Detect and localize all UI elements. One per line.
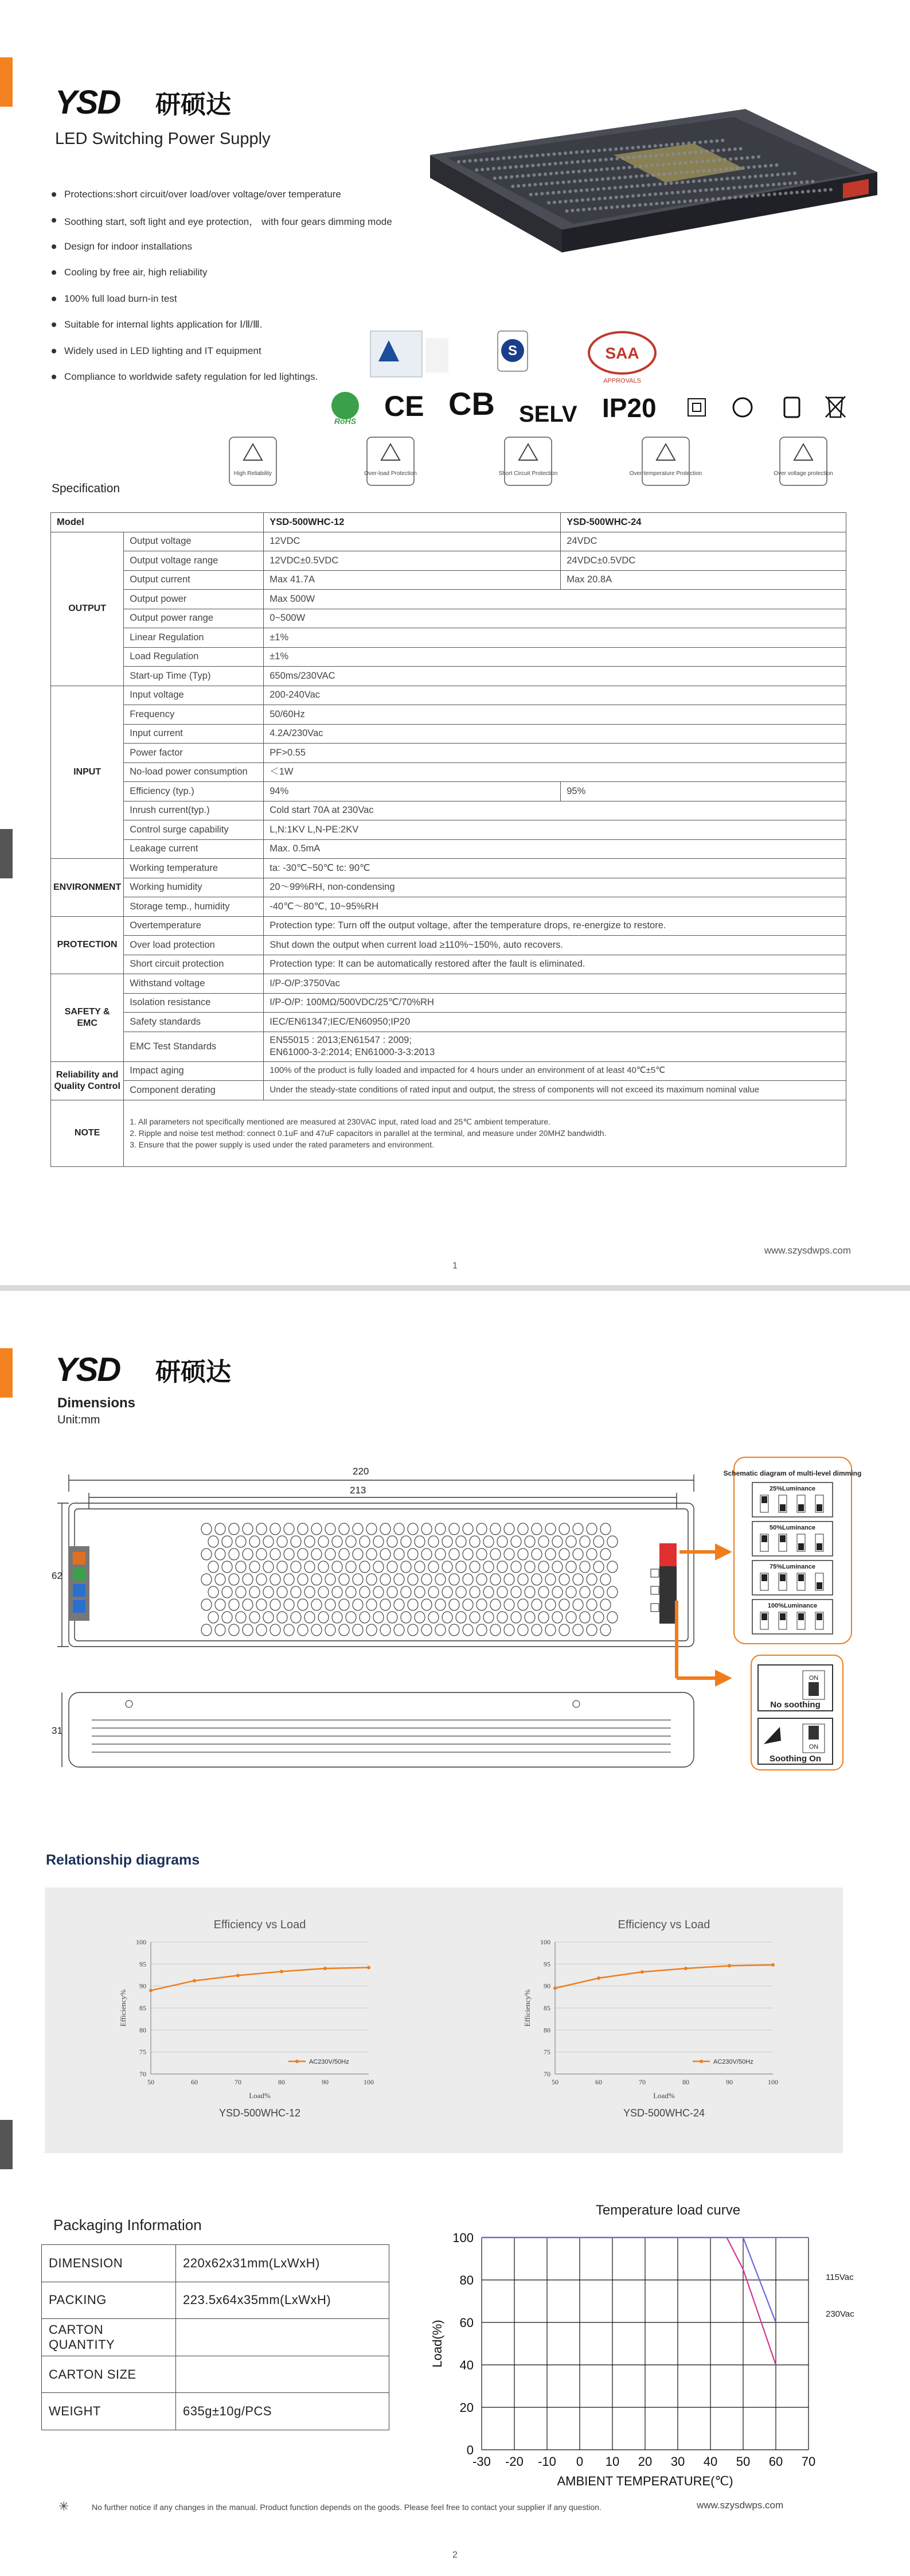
packaging-row: [42, 2356, 389, 2393]
legend-label: AC230V/50Hz: [309, 2059, 349, 2065]
model-24: YSD-500WHC-24: [561, 513, 846, 532]
spec-value: Under the steady-state conditions of rated input and output, the stress of components will not exceed its maximum nominal value: [264, 1081, 846, 1100]
spec-value-12: 12VDC: [264, 532, 561, 551]
spec-param-label: Overtemperature: [124, 916, 264, 936]
tuv-mark: [370, 331, 448, 377]
spec-value: Cold start 70A at 230Vac: [264, 801, 846, 820]
data-point: [597, 1976, 600, 1980]
data-point: [728, 1964, 731, 1967]
svg-text:31: 31: [52, 1725, 63, 1736]
packaging-title: Packaging Information: [53, 2216, 202, 2233]
packaging-value: 635g±10g/PCS: [176, 2393, 389, 2430]
note-line: 2. Ripple and noise test method: connect 0.1uF and 47uF capacitors in parallel at the terminal, and measure under 20MHZ bandwidth.: [130, 1128, 607, 1138]
y-tick-label: 90: [139, 1982, 146, 1990]
spec-param-label: Storage temp., humidity: [124, 897, 264, 917]
x-tick-label: 90: [726, 2078, 733, 2086]
packaging-key: WEIGHT: [42, 2393, 176, 2430]
data-point: [684, 1967, 688, 1970]
spec-value-24: 24VDC±0.5VDC: [561, 551, 846, 571]
page-number: 1: [452, 1261, 458, 1271]
x-tick-label: 30: [670, 2454, 685, 2469]
x-tick-label: 0: [576, 2454, 584, 2469]
spec-param-label: Working temperature: [124, 859, 264, 878]
note-line: 3. Ensure that the power supply is used under the rated parameters and environment.: [130, 1140, 434, 1150]
x-tick-label: 70: [639, 2078, 646, 2086]
spec-param-label: Start-up Time (Typ): [124, 667, 264, 686]
x-tick-label: 80: [278, 2078, 285, 2086]
spec-value: 650ms/230VAC: [264, 667, 846, 686]
spec-group-label: ENVIRONMENT: [51, 859, 124, 917]
spec-value: L,N:1KV L,N-PE:2KV: [264, 820, 846, 840]
y-tick-label: 80: [139, 2026, 146, 2034]
y-tick-label: 100: [540, 1938, 550, 1946]
packaging-value: [176, 2356, 389, 2393]
y-tick-label: 95: [544, 1960, 550, 1968]
page-separator: [0, 1285, 910, 1291]
orange-edge-tab: [0, 57, 13, 107]
protection-icon: [774, 437, 833, 485]
spec-param-label: EMC Test Standards: [124, 1032, 264, 1061]
brand-logo: [55, 85, 273, 120]
note-text: [124, 1100, 846, 1166]
y-tick-label: 0: [466, 2443, 474, 2457]
spec-value: EN55015 : 2013;EN61547 : 2009; EN61000-3-2:2014; EN61000-3-3:2013: [264, 1032, 846, 1061]
certification-marks: [321, 330, 889, 445]
legend-label: 115Vac: [826, 2273, 854, 2282]
packaging-row: [42, 2319, 389, 2356]
gray-edge-tab: [0, 829, 13, 878]
svg-text:SAA: SAA: [605, 344, 639, 362]
spec-value: ±1%: [264, 647, 846, 667]
x-tick-label: 100: [768, 2078, 778, 2086]
svg-text:Over voltage protection: Over voltage protection: [774, 470, 833, 477]
svg-text:62: 62: [52, 1570, 63, 1581]
footer-website: www.szysdwps.com: [697, 2500, 784, 2511]
data-point: [149, 1989, 153, 1992]
svg-text:Soothing On: Soothing On: [770, 1754, 821, 1764]
x-tick-label: 100: [364, 2078, 374, 2086]
page-number-2: 2: [452, 2550, 458, 2560]
packaging-value: [176, 2319, 389, 2356]
legend-label: AC230V/50Hz: [713, 2059, 753, 2065]
spec-param-label: Safety standards: [124, 1013, 264, 1032]
spec-param-label: Frequency: [124, 705, 264, 725]
feature-item: Cooling by free air, high reliability: [52, 260, 464, 286]
feature-item: Soothing start, soft light and eye protection， with four gears dimming mode: [52, 208, 464, 234]
relationship-panel: [45, 1888, 843, 2153]
x-tick-label: -10: [538, 2454, 556, 2469]
spec-value-24: Max 20.8A: [561, 570, 846, 590]
y-axis-label: Efficiency%: [119, 1989, 127, 2027]
svg-text:75%Luminance: 75%Luminance: [769, 1563, 816, 1570]
x-tick-label: 50: [147, 2078, 154, 2086]
spec-value-12: Max 41.7A: [264, 570, 561, 590]
y-tick-label: 85: [544, 2004, 550, 2012]
spec-param-label: Output voltage range: [124, 551, 264, 571]
spec-title: Specification: [52, 482, 120, 495]
series-line: [151, 1967, 369, 1990]
x-tick-label: 90: [322, 2078, 329, 2086]
y-tick-label: 40: [459, 2358, 474, 2372]
y-tick-label: 80: [459, 2273, 474, 2287]
packaging-row: [42, 2393, 389, 2430]
svg-text:CE: CE: [384, 390, 424, 422]
spec-param-label: Efficiency (typ.): [124, 782, 264, 801]
y-tick-label: 75: [139, 2048, 146, 2056]
svg-text:No soothing: No soothing: [770, 1700, 821, 1710]
spec-table: [50, 512, 846, 1167]
spec-param-label: Isolation resistance: [124, 993, 264, 1013]
spec-value-24: 95%: [561, 782, 846, 801]
spec-value: ＜1W: [264, 762, 846, 782]
spec-param-label: Linear Regulation: [124, 628, 264, 648]
feature-item: Suitable for internal lights application for Ⅰ/Ⅱ/Ⅲ.: [52, 312, 464, 338]
efficiency-chart-24: [503, 1908, 825, 2126]
dimming-level: [752, 1561, 833, 1595]
svg-text:213: 213: [350, 1485, 366, 1496]
spec-value: 50/60Hz: [264, 705, 846, 725]
svg-text:Over-temperature Protection: Over-temperature Protection: [629, 470, 702, 477]
svg-text:Schematic diagram of multi-lev: [724, 1469, 862, 1477]
svg-text:Over-load Protection: Over-load Protection: [364, 470, 417, 477]
product-image: [424, 109, 883, 327]
y-tick-label: 85: [139, 2004, 146, 2012]
spec-value-24: 24VDC: [561, 532, 846, 551]
svg-text:IP20: IP20: [602, 393, 657, 423]
spec-param-label: Input voltage: [124, 686, 264, 705]
y-tick-label: 70: [544, 2070, 550, 2078]
svg-text:CB: CB: [448, 386, 495, 422]
svg-text:S: S: [507, 343, 518, 359]
svg-text:研硕达: 研硕达: [155, 90, 231, 119]
x-tick-label: 50: [552, 2078, 559, 2086]
spec-param-label: Over load protection: [124, 936, 264, 955]
y-tick-label: 60: [459, 2316, 474, 2330]
spec-group-label: OUTPUT: [51, 532, 124, 686]
y-tick-label: 70: [139, 2070, 146, 2078]
spec-group-label: PROTECTION: [51, 916, 124, 974]
x-tick-label: -30: [472, 2454, 491, 2469]
x-tick-label: 10: [605, 2454, 620, 2469]
y-tick-label: 20: [459, 2400, 474, 2415]
website-url: www.szysdwps.com: [764, 1245, 851, 1256]
dimensions-title: Dimensions: [57, 1395, 136, 1411]
packaging-key: DIMENSION: [42, 2245, 176, 2282]
spec-param-label: Working humidity: [124, 878, 264, 897]
spec-value-12: 94%: [264, 782, 561, 801]
dimming-level: [752, 1600, 833, 1634]
x-tick-label: 20: [638, 2454, 653, 2469]
data-point: [323, 1967, 327, 1970]
dimensions-unit: Unit:mm: [57, 1414, 100, 1426]
spec-value: Protection type: It can be automatically restored after the fault is eliminated.: [264, 955, 846, 974]
svg-text:APPROVALS: APPROVALS: [603, 378, 641, 384]
spec-value: IEC/EN61347;IEC/EN60950;IP20: [264, 1013, 846, 1032]
spec-param-label: Short circuit protection: [124, 955, 264, 974]
asterisk-icon: ✳: [58, 2499, 69, 2513]
spec-group-label: INPUT: [51, 686, 124, 859]
brand-logo: [55, 1352, 273, 1388]
svg-text:ON: ON: [809, 1744, 819, 1750]
spec-value: 0~500W: [264, 609, 846, 628]
spec-param-label: Component derating: [124, 1081, 264, 1100]
series-line: [482, 2238, 776, 2365]
data-point: [640, 1970, 644, 1974]
y-tick-label: 100: [452, 2231, 474, 2245]
spec-param-label: Impact aging: [124, 1061, 264, 1081]
spec-value: -40℃～80℃, 10~95%RH: [264, 897, 846, 917]
model-12: YSD-500WHC-12: [264, 513, 561, 532]
spec-value: 200-240Vac: [264, 686, 846, 705]
spec-param-label: Load Regulation: [124, 647, 264, 667]
dimming-title: Schematic diagram of multi-level dimming: [723, 1469, 862, 1477]
relationship-title: Relationship diagrams: [46, 1852, 200, 1868]
x-tick-label: 80: [682, 2078, 689, 2086]
series-line: [555, 1965, 773, 1989]
feature-item: 100% full load burn-in test: [52, 286, 464, 312]
y-tick-label: 90: [544, 1982, 550, 1990]
spec-value: I/P-O/P:3750Vac: [264, 974, 846, 994]
svg-text:SELV: SELV: [519, 402, 577, 427]
spec-param-label: Output voltage: [124, 532, 264, 551]
data-point: [193, 1979, 196, 1982]
y-tick-label: 75: [544, 2048, 550, 2056]
svg-text:YSD: YSD: [55, 1351, 120, 1388]
protection-icon: [364, 437, 417, 485]
packaging-key: CARTON QUANTITY: [42, 2319, 176, 2356]
dimension-drawing: [52, 1457, 862, 1790]
rohs-mark: [331, 392, 359, 426]
model-label: Model: [51, 513, 264, 532]
x-tick-label: 70: [801, 2454, 816, 2469]
spec-value: PF>0.55: [264, 744, 846, 763]
spec-param-label: Output power: [124, 590, 264, 609]
footer-notice: No further notice if any changes in the manual. Product function depends on the goods. Please feel free to contact your supplier if any question.: [92, 2503, 602, 2512]
svg-text:Short Circuit Protection: Short Circuit Protection: [498, 470, 558, 477]
x-axis-label: Load%: [653, 2091, 675, 2100]
spec-value: Max. 0.5mA: [264, 839, 846, 859]
s-mark: [498, 331, 528, 371]
packaging-row: [42, 2245, 389, 2282]
y-tick-label: 95: [139, 1960, 146, 1968]
spec-value: I/P-O/P: 100MΩ/500VDC/25℃/70%RH: [264, 993, 846, 1013]
temperature-load-chart: [419, 2197, 900, 2501]
spec-param-label: Output current: [124, 570, 264, 590]
spec-group-label: Reliability and Quality Control: [51, 1061, 124, 1100]
x-tick-label: 60: [768, 2454, 783, 2469]
svg-text:ON: ON: [809, 1675, 819, 1682]
data-point: [771, 1963, 775, 1967]
chart-title: Temperature load curve: [595, 2203, 741, 2218]
note-line: 1. All parameters not specifically mentioned are measured at 230VAC input, rated load and 25℃ ambient temperature.: [130, 1116, 550, 1126]
x-axis-label: AMBIENT TEMPERATURE(℃): [557, 2474, 733, 2488]
spec-param-label: Power factor: [124, 744, 264, 763]
spec-value: 20～99%RH, non-condensing: [264, 878, 846, 897]
y-axis-label: Efficiency%: [523, 1989, 532, 2027]
data-point: [553, 1987, 557, 1990]
feature-item: Protections:short circuit/over load/over voltage/over temperature: [52, 181, 464, 208]
spec-value-12: 12VDC±0.5VDC: [264, 551, 561, 571]
spec-value: Max 500W: [264, 590, 846, 609]
packaging-key: CARTON SIZE: [42, 2356, 176, 2393]
feature-item: Design for indoor installations: [52, 234, 464, 260]
spec-value: Protection type: Turn off the output voltage, after the temperature drops, re-energize to restore.: [264, 916, 846, 936]
svg-text:研硕达: 研硕达: [155, 1357, 231, 1387]
efficiency-chart-12: [99, 1908, 420, 2126]
saa-mark: [589, 332, 655, 384]
data-point: [367, 1966, 370, 1969]
feature-item: Compliance to worldwide safety regulation for led lightings.: [52, 364, 464, 391]
packaging-key: PACKING: [42, 2282, 176, 2319]
dimming-level: [752, 1522, 833, 1556]
y-tick-label: 100: [136, 1938, 146, 1946]
packaging-table: [41, 2244, 389, 2430]
y-tick-label: 80: [544, 2026, 550, 2034]
x-axis-label: Load%: [249, 2091, 271, 2100]
spec-value: 100% of the product is fully loaded and impacted for 4 hours under an environment of at least 40℃±5℃: [264, 1061, 846, 1081]
chart-title: Efficiency vs Load: [618, 1919, 710, 1931]
spec-value: ±1%: [264, 628, 846, 648]
spec-param-label: Inrush current(typ.): [124, 801, 264, 820]
protection-icon: [499, 437, 558, 485]
legend-label: 230Vac: [826, 2309, 854, 2319]
spec-group-label: SAFETY & EMC: [51, 974, 124, 1062]
spec-param-label: No-load power consumption: [124, 762, 264, 782]
spec-value: ta: -30℃~50℃ tc: 90℃: [264, 859, 846, 878]
protection-icon: [630, 437, 702, 485]
protection-icons-row: [226, 436, 852, 489]
svg-text:RoHS: RoHS: [334, 417, 357, 426]
svg-text:25%Luminance: 25%Luminance: [769, 1485, 816, 1492]
x-tick-label: 70: [235, 2078, 241, 2086]
x-tick-label: -20: [505, 2454, 524, 2469]
y-axis-label: Load(%): [430, 2320, 444, 2368]
orange-edge-tab: [0, 1348, 13, 1398]
svg-text:High Reliability: High Reliability: [233, 470, 272, 477]
packaging-value: 220x62x31mm(LxWxH): [176, 2245, 389, 2282]
chart-caption: YSD-500WHC-12: [218, 2107, 301, 2119]
dimming-level: [752, 1482, 833, 1517]
spec-param-label: Withstand voltage: [124, 974, 264, 994]
spec-value: 4.2A/230Vac: [264, 724, 846, 744]
datasheet-page-1: [0, 0, 910, 1285]
x-tick-label: 60: [595, 2078, 602, 2086]
spec-value: Shut down the output when current load ≥110%~150%, auto recovers.: [264, 936, 846, 955]
x-tick-label: 50: [736, 2454, 751, 2469]
gray-edge-tab: [0, 2120, 13, 2169]
svg-text:220: 220: [353, 1466, 369, 1477]
data-point: [236, 1974, 240, 1977]
data-point: [280, 1970, 283, 1973]
note-label: NOTE: [51, 1100, 124, 1166]
protection-icon: [229, 437, 276, 485]
product-subtitle: LED Switching Power Supply: [55, 130, 271, 148]
spec-param-label: Output power range: [124, 609, 264, 628]
packaging-value: 223.5x64x35mm(LxWxH): [176, 2282, 389, 2319]
spec-param-label: Control surge capability: [124, 820, 264, 840]
feature-item: Widely used in LED lighting and IT equipment: [52, 338, 464, 364]
svg-text:100%Luminance: 100%Luminance: [767, 1602, 818, 1609]
svg-text:YSD: YSD: [55, 84, 120, 121]
chart-title: Efficiency vs Load: [213, 1919, 306, 1931]
x-tick-label: 40: [703, 2454, 718, 2469]
spec-param-label: Input current: [124, 724, 264, 744]
x-tick-label: 60: [191, 2078, 198, 2086]
packaging-row: [42, 2282, 389, 2319]
chart-caption: YSD-500WHC-24: [623, 2107, 705, 2119]
spec-param-label: Leakage current: [124, 839, 264, 859]
svg-text:50%Luminance: 50%Luminance: [769, 1524, 816, 1531]
